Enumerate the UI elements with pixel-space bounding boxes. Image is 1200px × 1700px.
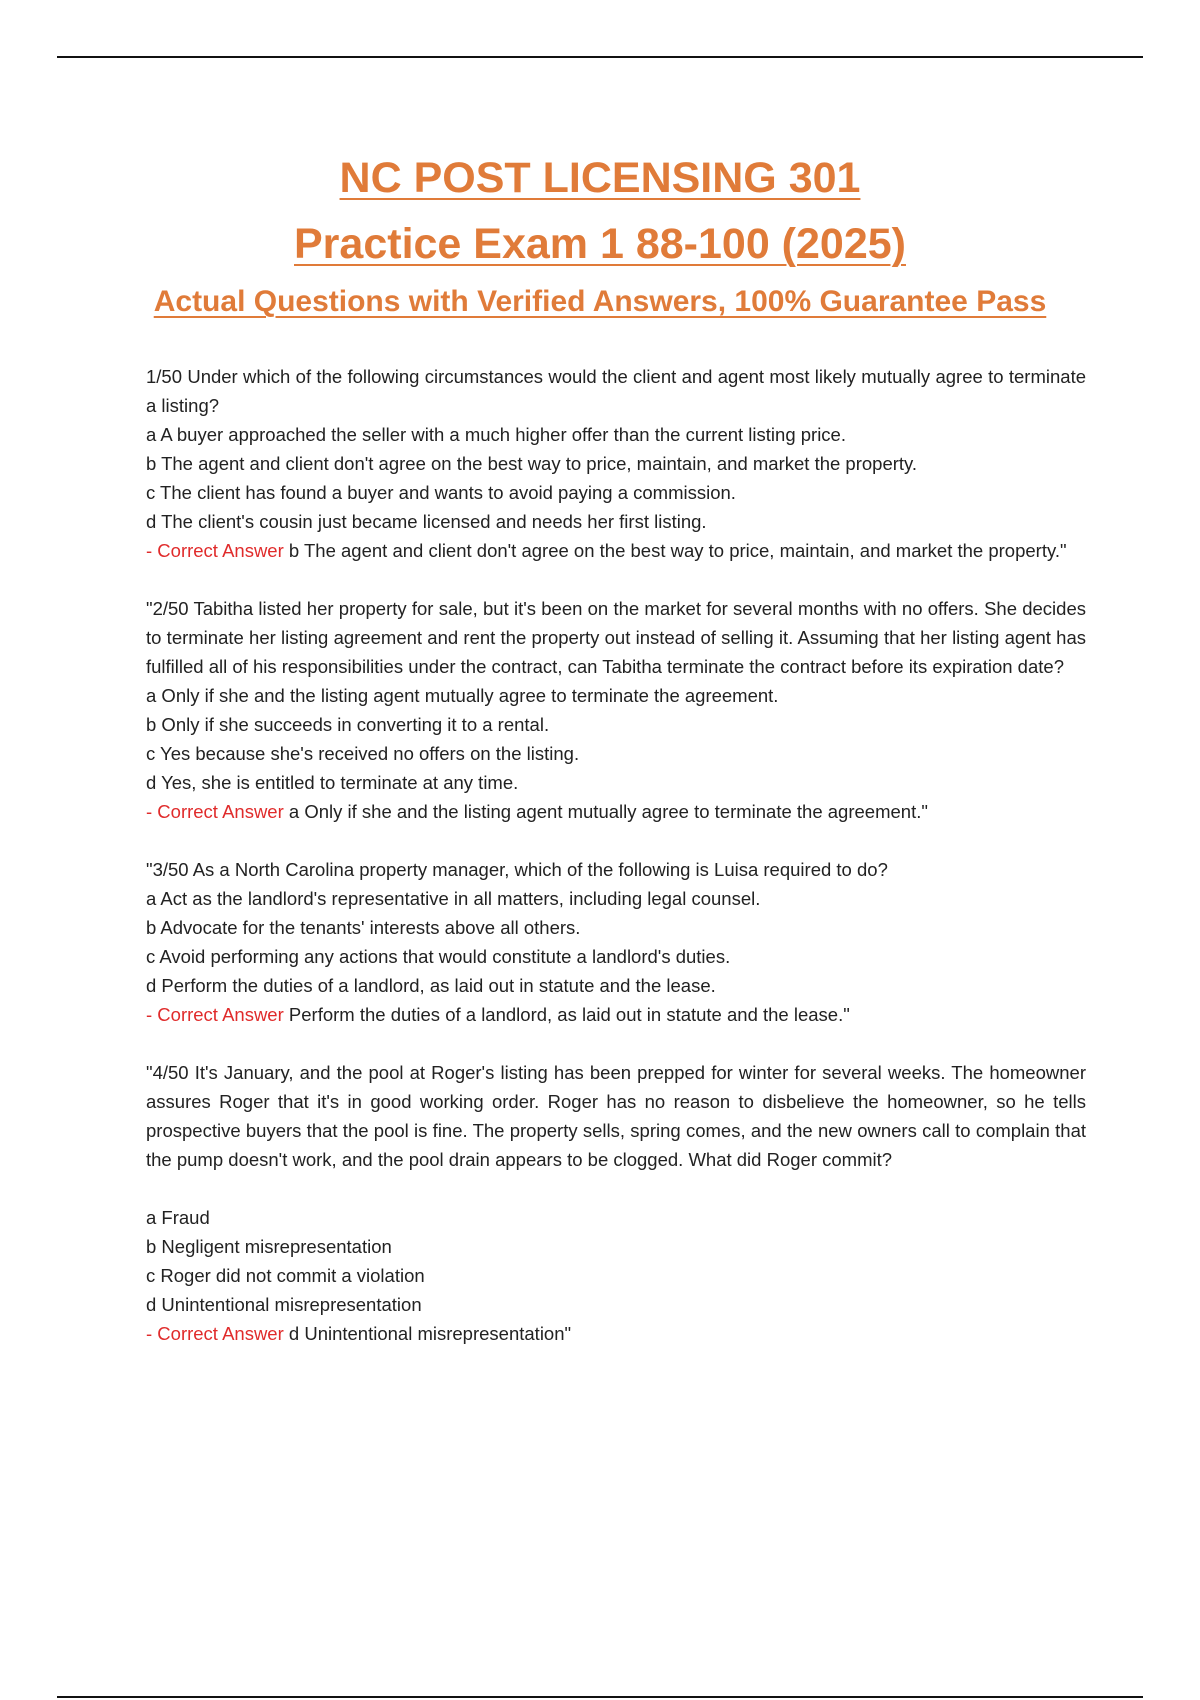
question-4 xyxy=(146,1058,1086,1348)
correct-answer-label: - Correct Answer xyxy=(146,540,284,561)
option: d Perform the duties of a landlord, as laid out in statute and the lease. xyxy=(146,975,716,996)
option: b Negligent misrepresentation xyxy=(146,1236,392,1257)
question-3 xyxy=(146,855,1086,1029)
spacer xyxy=(146,1174,1086,1203)
correct-answer-text: Perform the duties of a landlord, as laid out in statute and the lease." xyxy=(288,1004,850,1025)
correct-answer xyxy=(146,797,1086,826)
document-subtitle: Actual Questions with Verified Answers, 100% Guarantee Pass xyxy=(153,285,1047,318)
question-stem: "2/50 Tabitha listed her property for sale, but it's been on the market for several months with no offers. She decides to terminate her listing agreement and rent the property out instead of selling it. Assuming that her listing agent has fulfilled all of his responsibilities under the contract, can Tabitha terminate the contract before its expiration date? xyxy=(146,598,1086,677)
option: d Unintentional misrepresentation xyxy=(146,1294,422,1315)
option: c The client has found a buyer and wants to avoid paying a commission. xyxy=(146,482,736,503)
option: a A buyer approached the seller with a much higher offer than the current listing price. xyxy=(146,424,846,445)
question-1 xyxy=(146,362,1086,565)
question-stem: "4/50 It's January, and the pool at Roger's listing has been prepped for winter for several weeks. The homeowner assures Roger that it's in good working order. Roger has no reason to disbelieve the homeowner, so he tells prospective buyers that the pool is fine. The property sells, spring comes, and the new owners call to complain that the pump doesn't work, and the pool drain appears to be clogged. What did Roger commit? xyxy=(146,1062,1086,1170)
correct-answer-text: d Unintentional misrepresentation" xyxy=(288,1323,572,1344)
option: b Only if she succeeds in converting it to a rental. xyxy=(146,714,550,735)
option: b Advocate for the tenants' interests above all others. xyxy=(146,917,581,938)
title-block xyxy=(0,150,1200,324)
correct-answer xyxy=(146,536,1086,565)
top-rule xyxy=(57,56,1143,58)
option: a Only if she and the listing agent mutually agree to terminate the agreement. xyxy=(146,685,779,706)
document-title-line2: Practice Exam 1 88-100 (2025) xyxy=(294,220,906,268)
correct-answer-text: b The agent and client don't agree on the best way to price, maintain, and market the property." xyxy=(288,540,1067,561)
option: c Roger did not commit a violation xyxy=(146,1265,425,1286)
question-stem: "3/50 As a North Carolina property manager, which of the following is Luisa required to do? xyxy=(146,859,888,880)
option: c Yes because she's received no offers on the listing. xyxy=(146,743,580,764)
option: b The agent and client don't agree on the best way to price, maintain, and market the property. xyxy=(146,453,918,474)
question-list xyxy=(146,362,1086,1377)
option: a Fraud xyxy=(146,1207,210,1228)
correct-answer-label: - Correct Answer xyxy=(146,1004,284,1025)
bottom-rule xyxy=(57,1696,1143,1698)
question-stem: 1/50 Under which of the following circumstances would the client and agent most likely mutually agree to terminate a listing? xyxy=(146,366,1086,416)
document-title: NC POST LICENSING 301 xyxy=(339,154,861,202)
correct-answer xyxy=(146,1319,1086,1348)
option: a Act as the landlord's representative in all matters, including legal counsel. xyxy=(146,888,761,909)
option: d Yes, she is entitled to terminate at any time. xyxy=(146,772,519,793)
correct-answer-text: a Only if she and the listing agent mutually agree to terminate the agreement." xyxy=(288,801,928,822)
question-2 xyxy=(146,594,1086,826)
correct-answer-label: - Correct Answer xyxy=(146,801,284,822)
correct-answer xyxy=(146,1000,1086,1029)
option: c Avoid performing any actions that would constitute a landlord's duties. xyxy=(146,946,731,967)
correct-answer-label: - Correct Answer xyxy=(146,1323,284,1344)
option: d The client's cousin just became licensed and needs her first listing. xyxy=(146,511,707,532)
